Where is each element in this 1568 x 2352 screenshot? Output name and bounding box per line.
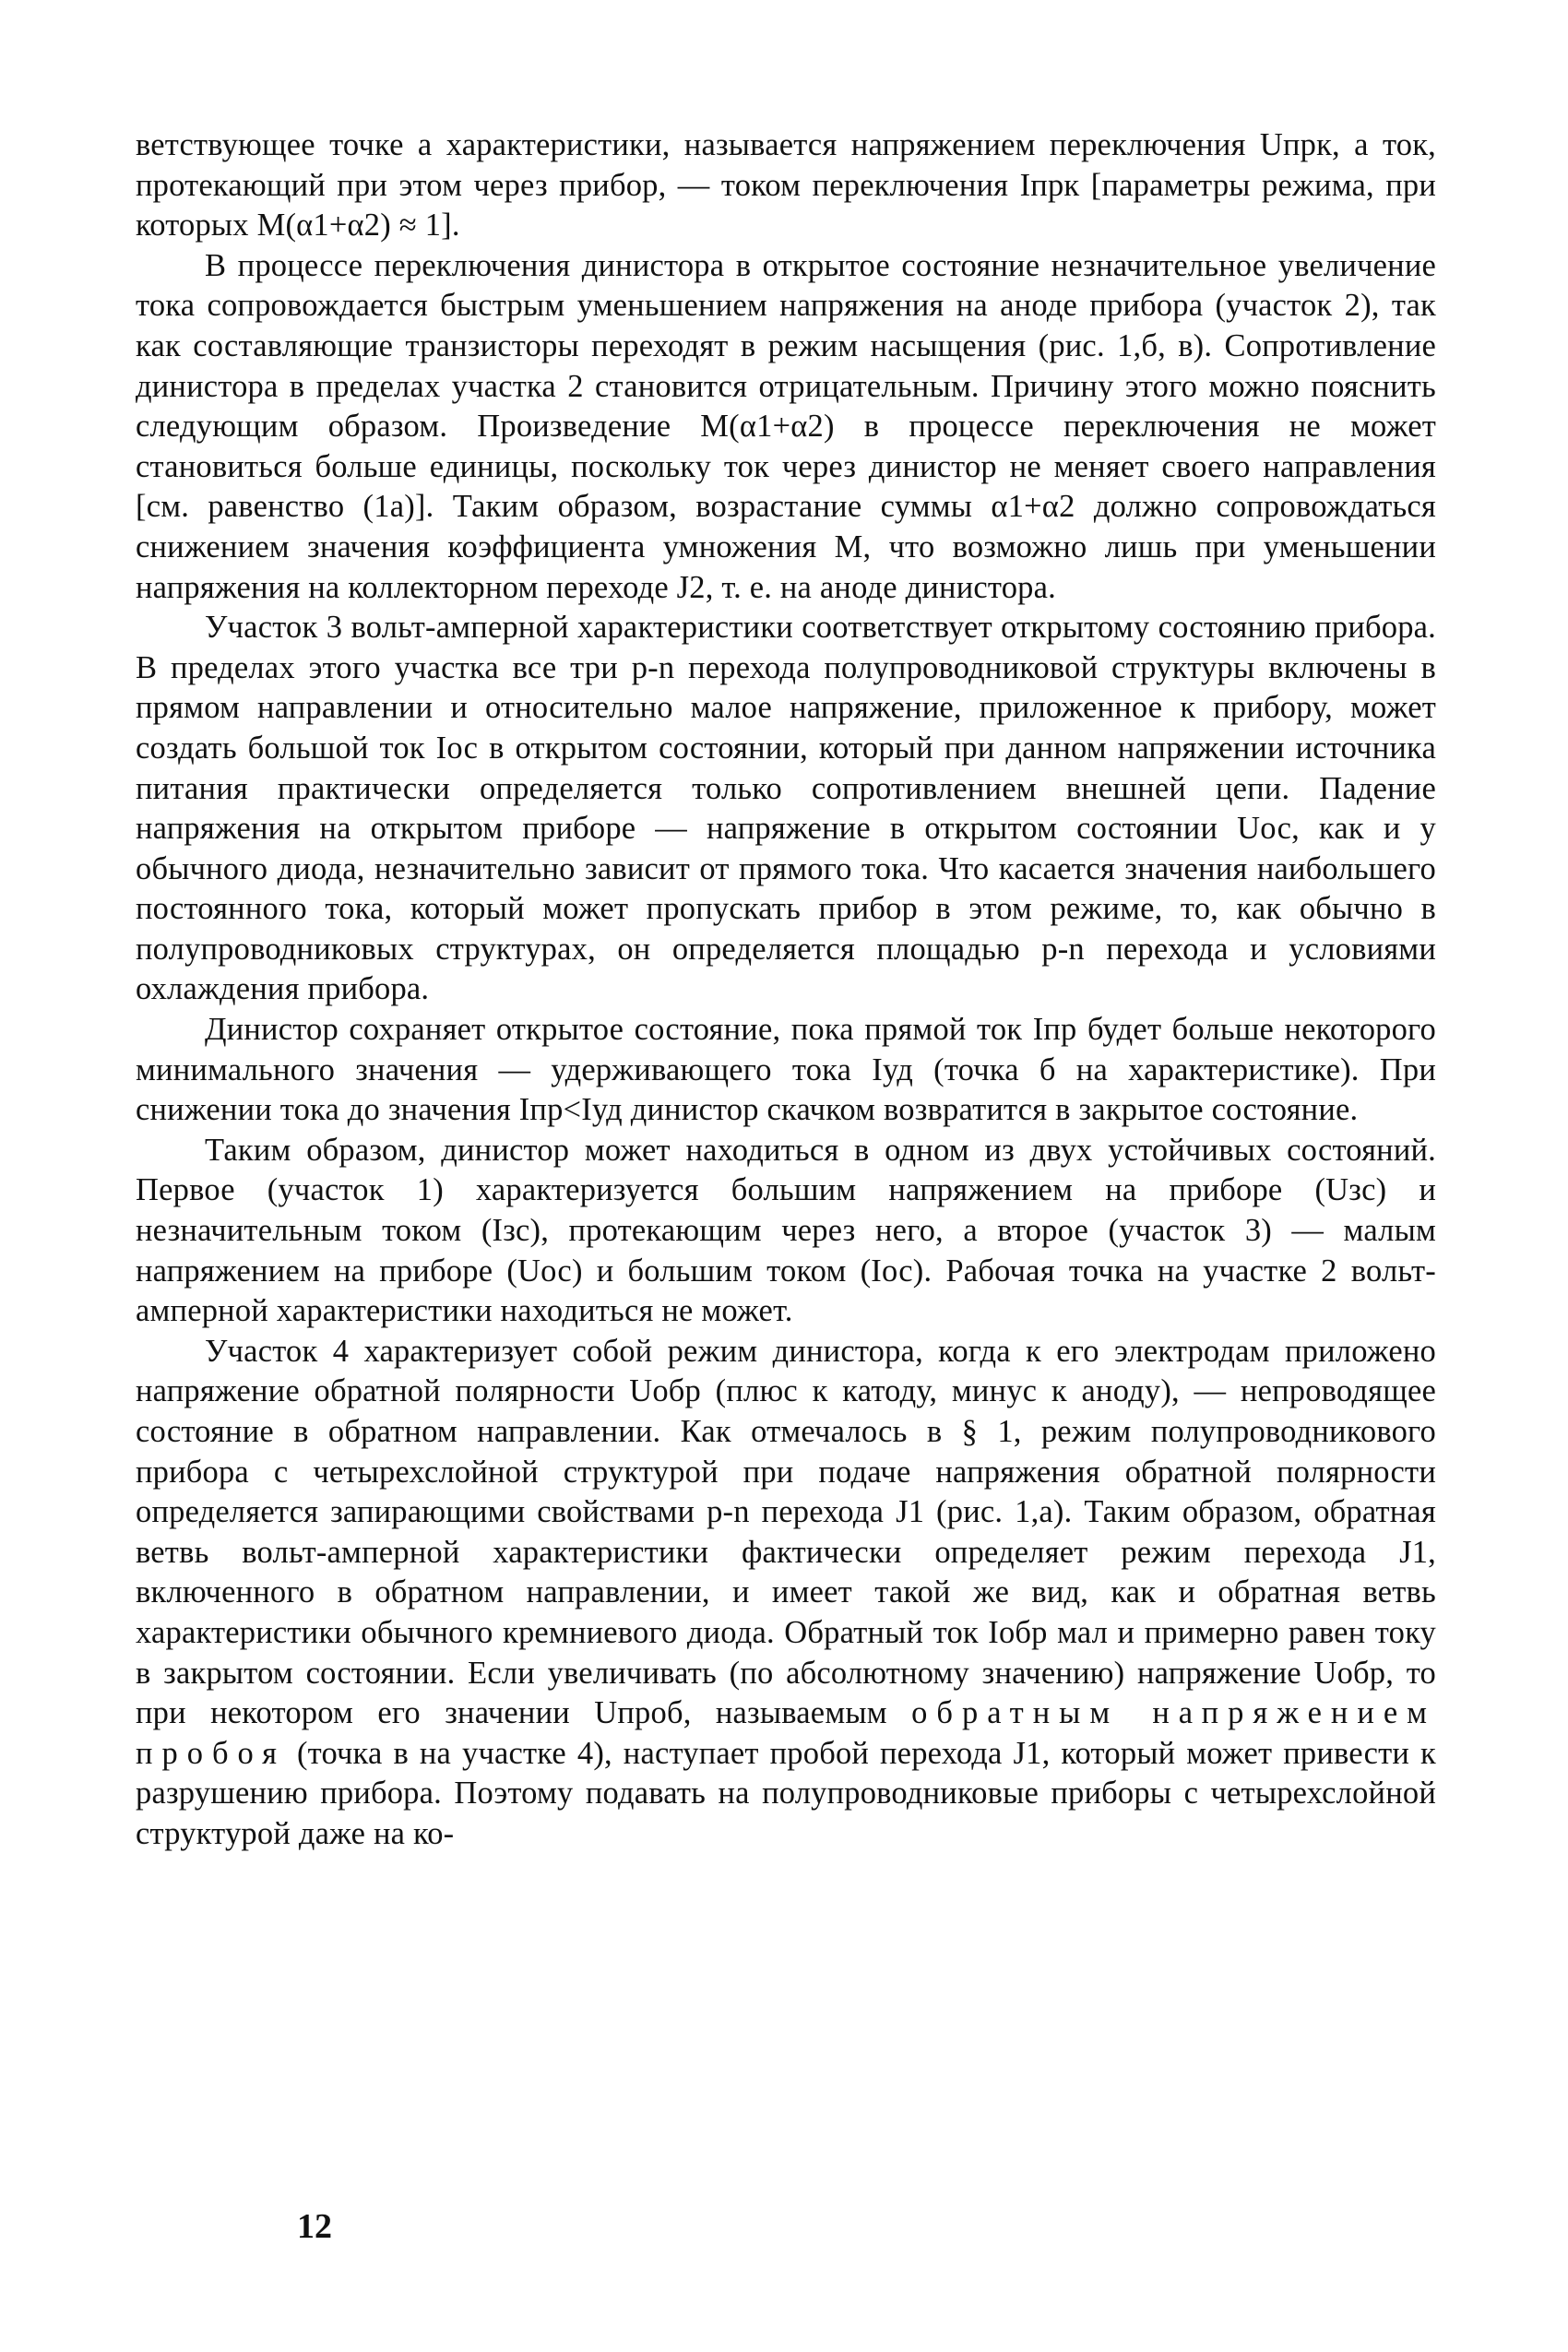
paragraph-6-part-2: (точка в на участке 4), наступает пробой перехода J1, который может привести к разрушению прибора. Поэтому подавать на полупроводниковые приборы с четырехслойной структурой даже на ко- xyxy=(136,1735,1436,1851)
paragraph-4: Динистор сохраняет открытое состояние, пока прямой ток Iпр будет больше некоторого минимального значения — удерживающего тока Iуд (точка б на характеристике). При снижении тока до значения Iпр<Iуд динистор скачком возвратится в закрытое состояние. xyxy=(136,1012,1436,1128)
paragraph-5: Таким образом, динистор может находиться в одном из двух устойчивых состояний. Первое (участок 1) характеризуется большим напряжением на приборе (Uзс) и незначительным током (Iзс), протекающим через него, а второе (участок 3) — малым напряжением на приборе (Uос) и большим током (Iос). Рабочая точка на участке 2 вольт-амперной характеристики находиться не может. xyxy=(136,1132,1436,1329)
paragraph-2: В процессе переключения динистора в открытое состояние незначительное увеличение тока сопровождается быстрым уменьшением напряжения на аноде прибора (участок 2), так как составляющие транзисторы переходят в режим насыщения (рис. 1,б, в). Сопротивление динистора в пределах участка 2 становится отрицательным. Причину этого можно пояснить следующим образом. Произведение M(α1+α2) в процессе переключения не может становиться больше единицы, поскольку ток через динистор не меняет своего направления [см. равенство (1а)]. Таким образом, возрастание суммы α1+α2 должно сопровождаться снижением значения коэффициента умножения M, что возможно лишь при уменьшении напряжения на коллекторном переходе J2, т. е. на аноде динистора. xyxy=(136,247,1436,605)
body-text xyxy=(136,125,1436,1855)
page-number: 12 xyxy=(297,2207,332,2246)
paragraph-6-part-1: Участок 4 характеризует собой режим динистора, когда к его электродам приложено напряжение обратной полярности Uобр (плюс к катоду, минус к аноду), — непроводящее состояние в обратном направлении. Как отмечалось в § 1, режим полупроводникового прибора с четырехслойной структурой при подаче напряжения обратной полярности определяется запирающими свойствами p-n перехода J1 (рис. 1,а). Таким образом, обратная ветвь вольт-амперной характеристики фактически определяет режим перехода J1, включенного в обратном направлении, и имеет такой же вид, как и обратная ветвь характеристики обычного кремниевого диода. Обратный ток Iобр мал и примерно равен току в закрытом состоянии. Если увеличивать (по абсолютному значению) напряжение Uобр, то при некотором его значении Uпроб, называемым xyxy=(136,1333,1436,1731)
paragraph-6 xyxy=(136,1332,1436,1855)
paragraph-3: Участок 3 вольт-амперной характеристики соответствует открытому состоянию прибора. В пределах этого участка все три p-n перехода полупроводниковой структуры включены в прямом направлении и относительно малое напряжение, приложенное к прибору, может создать большой ток Iос в открытом состоянии, который при данном напряжении источника питания практически определяется только сопротивлением внешней цепи. Падение напряжения на открытом приборе — напряжение в открытом состоянии Uос, как и у обычного диода, незначительно зависит от прямого тока. Что касается значения наибольшего постоянного тока, который может пропускать прибор в этом режиме, то, как обычно в полупроводниковых структурах, он определяется площадью p-n перехода и условиями охлаждения прибора. xyxy=(136,610,1436,1007)
paragraph-1: ветствующее точке а характеристики, называется напряжением переключения Uпрк, а ток, протекающий при этом через прибор, — током переключения Iпрк [параметры режима, при которых M(α1+α2) ≈ 1]. xyxy=(136,127,1436,244)
term-reverse-breakdown-voltage: обратным напряжением пробоя xyxy=(136,1695,1436,1771)
